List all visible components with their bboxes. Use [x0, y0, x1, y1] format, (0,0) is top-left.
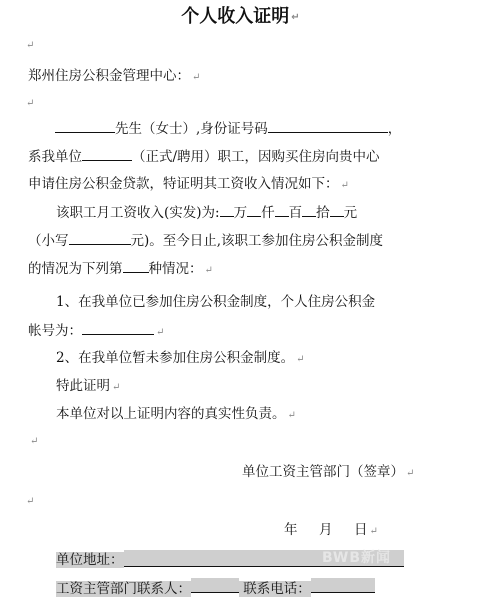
paragraph-mark: ↵: [192, 72, 201, 83]
certify-line: [56, 376, 481, 398]
paragraph-mark: ↵: [156, 327, 165, 338]
unit-bai: 百: [288, 205, 303, 221]
paragraph-mark: ↵: [26, 98, 35, 109]
account-label: 帐号为：: [28, 323, 82, 339]
unit-qian: 仟: [261, 205, 275, 221]
paragraph-line-5: [28, 230, 481, 251]
paragraph-mark: ↵: [204, 265, 213, 276]
amount-blank: [220, 202, 234, 217]
document-title: [0, 6, 481, 31]
unit-shi: 拾: [316, 205, 330, 221]
empty-line: [24, 34, 481, 56]
line2-text-a: 系我单位: [28, 149, 82, 165]
watermark-logo: BWB新闻: [321, 550, 391, 566]
empty-line: [24, 92, 481, 114]
contact-person-blank: [191, 578, 239, 593]
line2-text-b: （正式/聘用）职工，因购买住房向贵中心: [132, 149, 380, 165]
department-sign-line: [242, 462, 481, 484]
address-line: [56, 550, 481, 570]
paragraph-line-1: [55, 118, 481, 139]
line4-text: 该职工月工资收入(实发)为:: [56, 205, 220, 221]
amount-blank: [330, 202, 344, 217]
line3-text: 申请住房公积金贷款，特证明其工资收入情况如下：: [28, 176, 339, 192]
paragraph-mark: ↵: [112, 382, 121, 393]
line5-text-b: 元)。至今日止,该职工参加住房公积金制度: [130, 233, 384, 249]
contact-label: 工资主管部门联系人：: [56, 581, 191, 597]
line6-text-b: 种情况：: [148, 261, 203, 277]
date-day: 日: [353, 522, 368, 538]
amount-blank: [247, 202, 261, 217]
paragraph-mark: ↵: [291, 12, 300, 23]
amount-blank: [302, 202, 316, 217]
line1-text: 先生（女士）,身份证号码: [115, 121, 268, 137]
line5-text-a: （小写: [28, 233, 69, 249]
paragraph-mark: ↵: [340, 180, 349, 191]
paragraph-mark: ↵: [26, 40, 35, 51]
title-text: 个人收入证明: [181, 6, 290, 27]
id-number-blank: [268, 118, 388, 133]
paragraph-mark: ↵: [26, 496, 35, 507]
line6-text-a: 的情况为下列第: [28, 261, 123, 277]
paragraph-mark: ↵: [287, 410, 296, 421]
case-number-blank: [123, 258, 149, 273]
empty-line: [28, 430, 481, 452]
responsibility-line: [56, 404, 481, 426]
addressee-line: [28, 66, 481, 88]
date-year: 年: [284, 522, 298, 538]
lowercase-amount-blank: [69, 230, 131, 245]
employment-type-blank: [82, 146, 132, 161]
paragraph-mark: ↵: [369, 526, 378, 537]
unit-yuan: 元: [343, 205, 358, 221]
paragraph-line-6: [28, 258, 481, 281]
option-2-line: [56, 348, 481, 370]
date-month: 月: [318, 522, 333, 538]
paragraph-mark: ↵: [30, 436, 39, 447]
date-line: [284, 520, 481, 542]
option-2-text: 2、在我单位暂未参加住房公积金制度。: [56, 350, 295, 366]
paragraph-mark: ↵: [296, 354, 305, 365]
certify-text: 特此证明: [56, 378, 110, 394]
account-number-blank: [82, 320, 154, 335]
phone-label: 联系电话：: [243, 581, 311, 597]
contact-line: [56, 578, 481, 599]
phone-number-blank: [311, 578, 375, 593]
option-1-text: 1、在我单位已参加住房公积金制度，个人住房公积金: [56, 294, 376, 310]
line1-end: ，: [387, 121, 402, 137]
paragraph-mark: ↵: [406, 468, 415, 479]
department-sign-text: 单位工资主管部门（签章）: [242, 464, 404, 480]
option-1-line: [56, 292, 481, 312]
name-blank: [55, 118, 115, 133]
paragraph-line-2: [28, 146, 481, 167]
paragraph-line-3: [28, 174, 481, 196]
responsibility-text: 本单位对以上证明内容的真实性负责。: [56, 406, 286, 422]
empty-line: [24, 490, 481, 512]
paragraph-line-4: [56, 202, 481, 223]
address-label: 单位地址：: [56, 552, 124, 568]
addressee-text: 郑州住房公积金管理中心：: [28, 68, 190, 84]
account-line: [28, 320, 481, 343]
amount-blank: [275, 202, 289, 217]
unit-wan: 万: [233, 205, 248, 221]
